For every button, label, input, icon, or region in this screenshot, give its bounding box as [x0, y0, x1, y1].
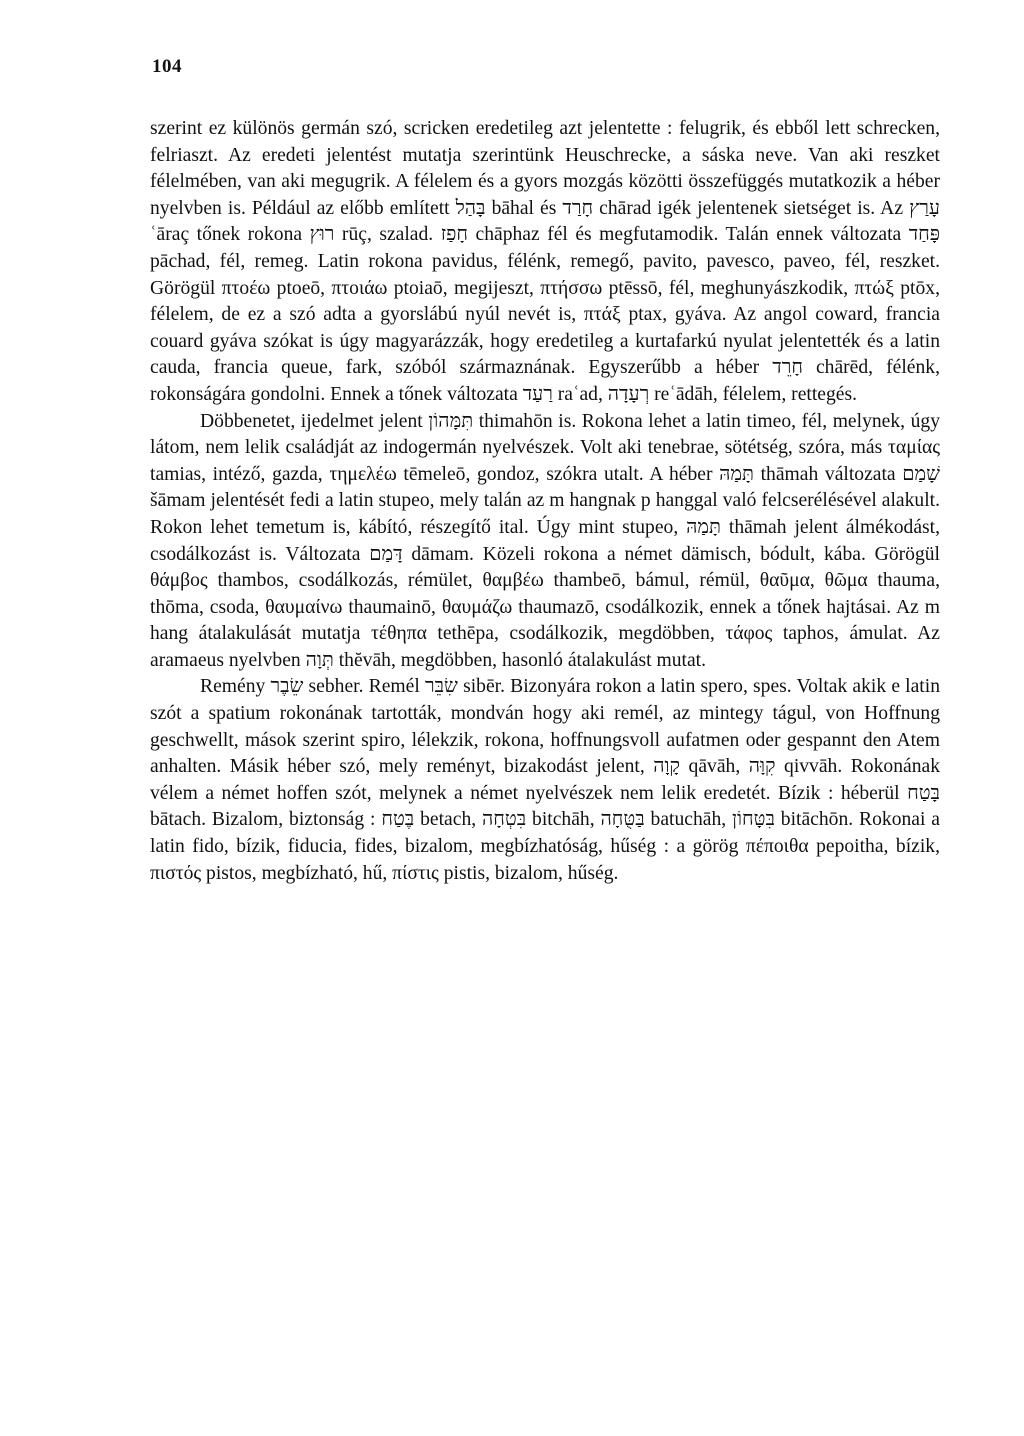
page-number: 104 [152, 56, 182, 77]
body-text [150, 116, 940, 887]
paragraph-2: Döbbenetet, ijedelmet jelent תִּמָּהוֹן thimahōn is. Rokona lehet a latin timeo, fél, melynek, úgy látom, nem lelik családját az indogermán nyelvészek. Volt aki tenebrae, sötétség, szóra, más ταμίας tamias, intéző, gazda, τημελέω tēmeleō, gondoz, szókra utalt. A héber תָּמַהּ thāmah változata שָׁמַם šāmam jelentését fedi a latin stupeo, mely talán az m hangnak p hanggal való felcserélésével alakult. Rokon lehet temetum is, kábító, részegítő ital. Úgy mint stupeo, תָּמַהּ thāmah jelent álmékodást, csodálkozást is. Változata דָּמַם dāmam. Közeli rokona a német dämisch, bódult, kába. Görögül θάμβος thambos, csodálkozás, rémület, θαμβέω thambeō, bámul, rémül, θαῦμα, θῶμα thauma, thōma, csoda, θαυμαίνω thaumainō, θαυμάζω thaumazō, csodálkozik, ennek a tőnek hajtásai. Az m hang átalakulását mutatja τέθηπα tethēpa, csodálkozik, megdöbben, τάφος taphos, ámulat. Az aramaeus nyelvben תְּוָה thĕvāh, megdöbben, hasonló átalakulást mutat. [150, 410, 941, 671]
paragraph-1: szerint ez különös germán szó, scricken eredetileg azt jelentette : felugrik, és ebből lett schrecken, felriaszt. Az eredeti jelentést mutatja szerintünk Heuschrecke, a sáska neve. Van aki reszket félelmében, van aki megugrik. A félelem és a gyors mozgás közötti összefüggés mutatkozik a héber nyelvben is. Például az előbb említett בָּהַל bāhal és חָרַד chārad igék jelentenek sietséget is. Az עָרַץ ʿāraç tőnek rokona רוּץ rūç, szalad. חָפַז chāphaz fél és megfutamodik. Talán ennek változata פָּחַד pāchad, fél, remeg. Latin rokona pavidus, félénk, remegő, pavito, pavesco, paveo, fél, reszket. Görögül πτοέω ptoeō, πτοιάω ptoiaō, megijeszt, πτήσσω ptēssō, fél, meghunyászkodik, πτώξ ptōx, félelem, de ez a szó adta a gyorslábú nyúl nevét is, πτάξ ptax, gyáva. Az angol coward, francia couard gyáva szókat is úgy magyarázzák, hogy eredetileg a kurtafarkú nyulat jelentették és a latin cauda, francia queue, fark, szóból származnának. Egyszerűbb a héber חָרֵד chārēd, félénk, rokonságára gondolni. Ennek a tőnek változata רַעַד raʿad, רְעָדָה reʿādāh, félelem, rettegés. [150, 118, 941, 405]
paragraph-3: Remény שֵׂבֶר sebher. Remél שִׂבֵּר sibēr. Bizonyára rokon a latin spero, spes. Voltak akik e latin szót a spatium rokonának tartották, mondván hogy aki remél, az mintegy tágul, von Hoffnung geschwellt, mások szerint spiro, lélekzik, rokona, hoffnungsvoll aufatmen oder gespannt den Atem anhalten. Másik héber szó, mely reményt, bizakodást jelent, קָוָה qāvāh, קִוָּה qivvāh. Rokonának vélem a német hoffen szót, melynek a német nyelvészek nem lelik eredetét. Bízik : héberül בָּטַח bātach. Bizalom, biztonság : בֶּטַח betach, בִּטְחָה bitchāh, בַּטֻּחָה batuchāh, בִּטָּחוֹן bitāchōn. Rokonai a latin fido, bízik, fiducia, fides, bizalom, megbízhatóság, hűség : a görög πέποιθα pepoitha, bízik, πιστός pistos, megbízható, hű, πίστις pistis, bizalom, hűség. [150, 676, 941, 884]
